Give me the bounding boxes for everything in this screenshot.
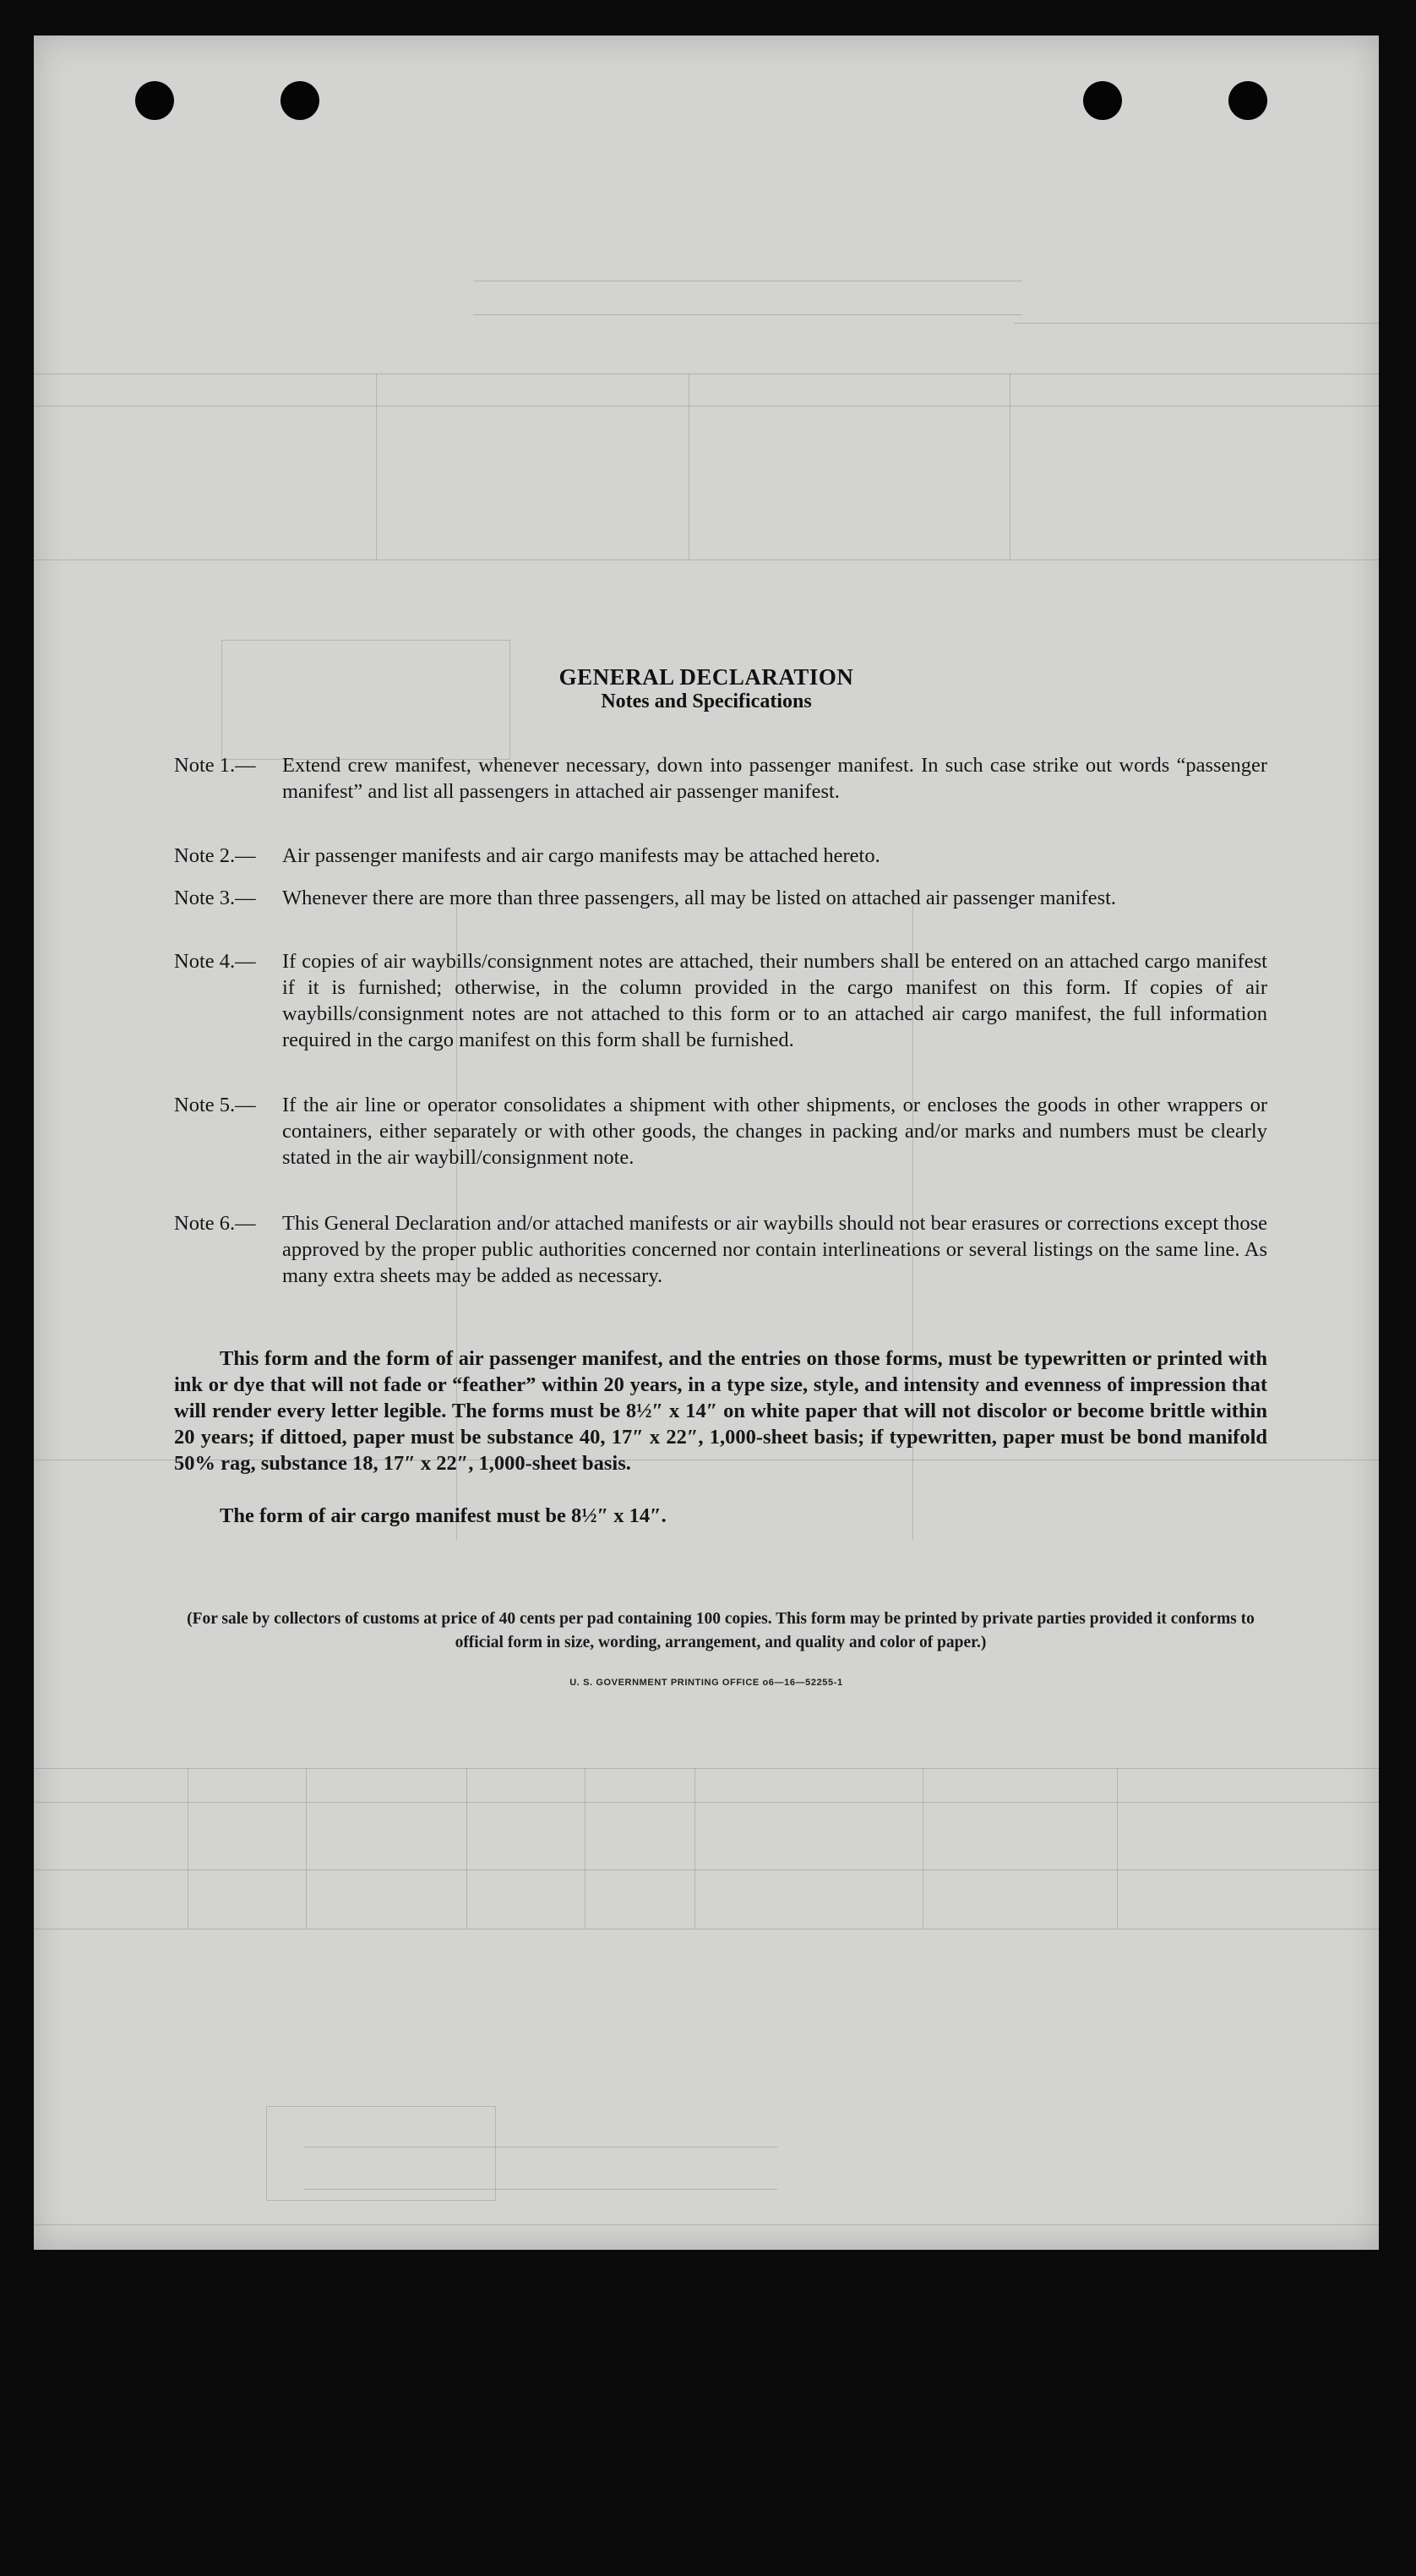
note-6-text: This General Declaration and/or attached manifests or air waybills should not bear erasures or corrections except those approved by the proper public authorities concerned nor contain interlineations or several listings on the same line. As many extra sheets may be added as necessary.	[282, 1212, 1267, 1287]
note-2-text: Air passenger manifests and air cargo manifests may be attached hereto.	[282, 844, 880, 867]
note-6	[174, 1210, 1267, 1289]
note-3	[174, 885, 1267, 911]
note-1-label: Note 1.—	[174, 754, 256, 777]
note-1-text: Extend crew manifest, whenever necessary, down into passenger manifest. In such case strike out words “passenger manifest” and list all passengers in attached air passenger manifest.	[282, 754, 1267, 803]
note-6-label: Note 6.—	[174, 1212, 256, 1235]
page-subtitle: Notes and Specifications	[601, 690, 812, 712]
gpo-imprint: U. S. GOVERNMENT PRINTING OFFICE o6—16—52255-1	[569, 1678, 843, 1688]
note-4-label: Note 4.—	[174, 950, 256, 973]
note-3-label: Note 3.—	[174, 887, 256, 909]
note-2	[174, 843, 1267, 869]
sale-notice: (For sale by collectors of customs at price of 40 cents per pad containing 100 copies. This form may be printed by private parties provided it conforms to official form in size, wording, arrangement, and quality and color of paper.)	[187, 1610, 1255, 1651]
cargo-size-line	[174, 1503, 1267, 1529]
note-5-text: If the air line or operator consolidates a shipment with other shipments, or encloses the goods in other wrappers or containers, either separately or with other goods, the changes in packing and/or marks and numbers must be clearly stated in the air waybill/consignment note.	[282, 1094, 1267, 1169]
note-5	[174, 1092, 1267, 1171]
page-title: GENERAL DECLARATION	[558, 664, 854, 690]
note-2-label: Note 2.—	[174, 844, 256, 867]
notes-section	[34, 35, 1379, 2250]
form-requirements-paragraph	[174, 1345, 1267, 1476]
note-3-text: Whenever there are more than three passengers, all may be listed on attached air passenger manifest.	[282, 887, 1117, 909]
note-1	[174, 752, 1267, 805]
document-page	[34, 35, 1379, 2250]
form-requirements-text: This form and the form of air passenger manifest, and the entries on those forms, must be typewritten or printed with ink or dye that will not fade or “feather” within 20 years, in a type size, style, and intensity and evenness of impression that will render every letter legible. The forms must be 8½″ x 14″ on white paper that will not discolor or become brittle within 20 years; if dittoed, paper must be substance 40, 17″ x 22″, 1,000-sheet basis; if typewritten, paper must be bond manifold 50% rag, substance 18, 17″ x 22″, 1,000-sheet basis.	[174, 1347, 1267, 1475]
note-4-text: If copies of air waybills/consignment notes are attached, their numbers shall be entered on an attached cargo manifest if it is furnished; otherwise, in the column provided in the cargo manifest on this form. If copies of air waybills/consignment notes are not attached to this form or to an attached air cargo manifest, the full information required in the cargo manifest on this form shall be furnished.	[282, 950, 1267, 1051]
note-4	[174, 948, 1267, 1053]
note-5-label: Note 5.—	[174, 1094, 256, 1116]
cargo-size-text: The form of air cargo manifest must be 8½″ x 14″.	[220, 1504, 667, 1527]
